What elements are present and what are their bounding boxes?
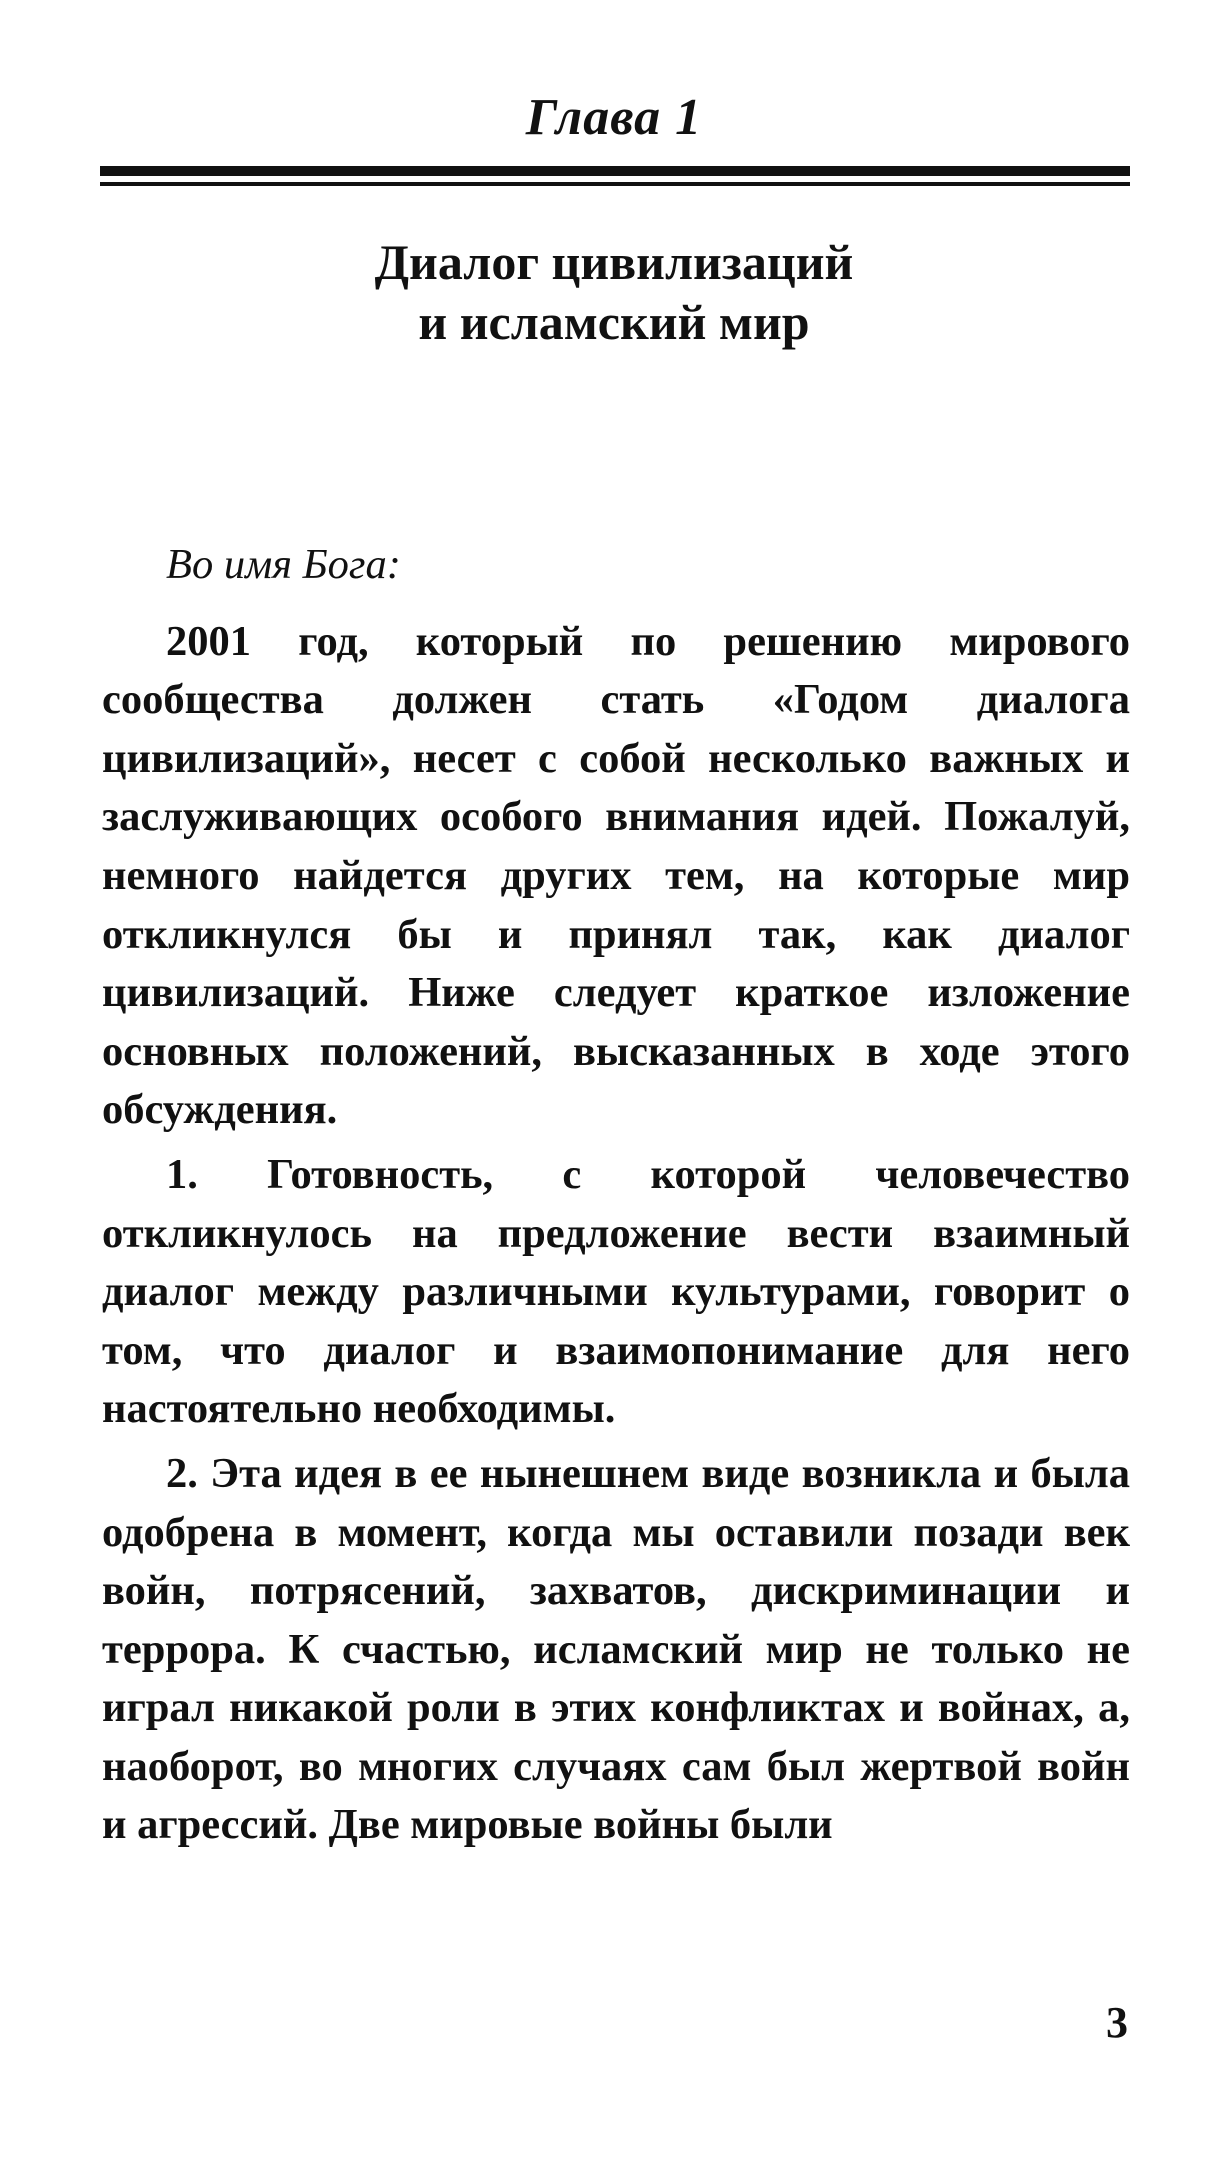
header-rule-thick xyxy=(100,166,1130,176)
page-number: 3 xyxy=(1106,1998,1128,2047)
chapter-title-line-1: Диалог цивилизаций xyxy=(374,234,854,290)
body-text xyxy=(102,536,1130,1855)
chapter-label: Глава 1 xyxy=(525,89,703,146)
paragraph-point-2: 2. Эта идея в ее нынешнем виде возникла и была одобрена в момент, когда мы оставили позади век войн, потрясений, захватов, дискриминации и террора. К счастью, исламский мир не только не играл никакой роли в этих конфликтах и войнах, а, наоборот, во многих случаях сам был жертвой войн и агрессий. Две мировые войны были xyxy=(102,1449,1130,1849)
invocation: Во имя Бога: xyxy=(166,541,401,588)
paragraph-intro: 2001 год, который по решению мирового сообщества должен стать «Годом диалога цивилизаций», несет с собой несколько важных и заслуживающих особого внимания идей. Пожалуй, немного найдется других тем, на которые мир откликнулся бы и принял так, как диалог цивилизаций. Ниже следует краткое изложение основных положений, высказанных в ходе этого обсуждения. xyxy=(102,617,1130,1134)
chapter-title-line-2: и исламский мир xyxy=(418,294,810,350)
header-rule-thin xyxy=(100,182,1130,186)
paragraph-point-1: 1. Готовность, с которой человечество откликнулось на предложение вести взаимный диалог между различными культурами, говорит о том, что диалог и взаимопонимание для него настоятельно необходимы. xyxy=(102,1150,1130,1433)
chapter-title xyxy=(0,232,1228,352)
